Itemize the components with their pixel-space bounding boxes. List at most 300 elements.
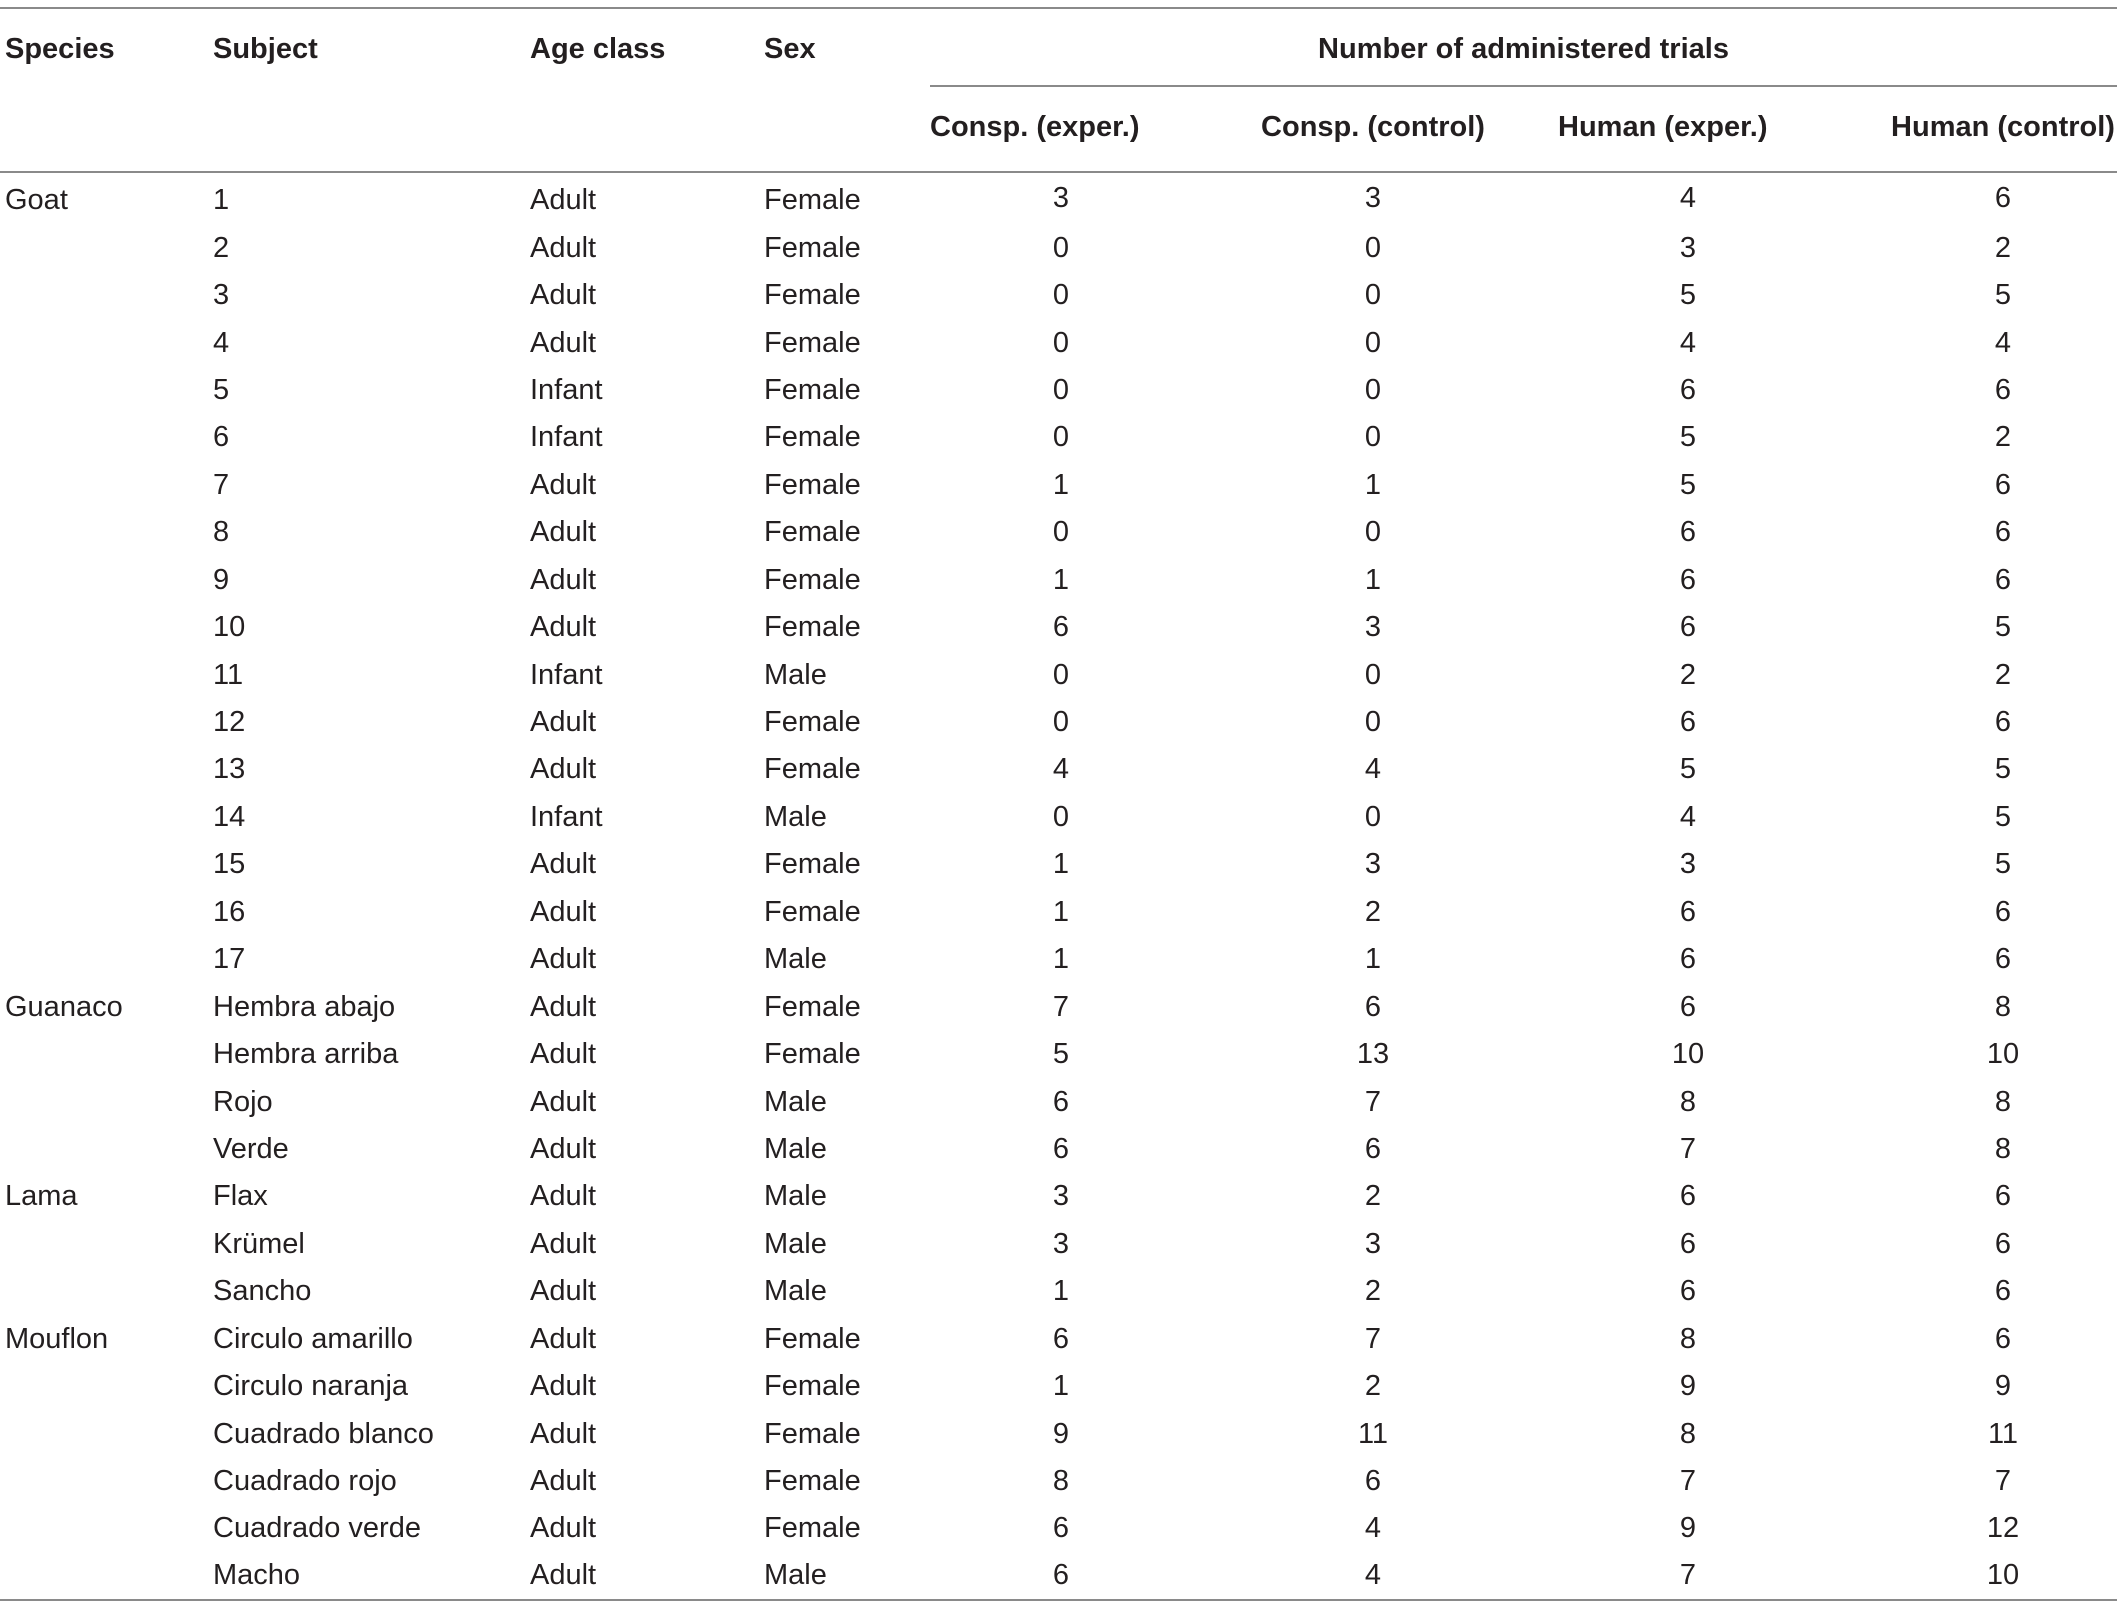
cell-human-control-text: 6 bbox=[1994, 373, 2012, 406]
col-header-group-trials: Number of administered trials bbox=[930, 8, 2117, 86]
cell-human-control-text: 2 bbox=[1994, 421, 2012, 454]
table-row bbox=[0, 319, 2117, 366]
cell-consp-exper bbox=[930, 794, 1128, 841]
cell-sex: Male bbox=[764, 1132, 827, 1165]
cell-human-control-text: 6 bbox=[1994, 895, 2012, 928]
cell-species bbox=[0, 746, 213, 793]
cell-human-exper bbox=[1558, 1031, 1756, 1078]
cell-human-control bbox=[1756, 1316, 2117, 1363]
cell-consp-exper bbox=[930, 651, 1128, 698]
col-header-consp-control-text: Consp. (control) bbox=[1261, 110, 1485, 143]
col-header-consp-exper-text: Consp. (exper.) bbox=[930, 110, 1140, 143]
cell-human-exper bbox=[1558, 224, 1756, 271]
cell-species bbox=[0, 1553, 213, 1600]
cell-consp-control-text: 6 bbox=[1364, 1465, 1382, 1498]
cell-sex: Female bbox=[764, 1465, 861, 1498]
table-row bbox=[0, 1173, 2117, 1220]
cell-subject: 14 bbox=[213, 800, 246, 833]
cell-human-control bbox=[1756, 1126, 2117, 1173]
cell-sex: Female bbox=[764, 1512, 861, 1545]
cell-consp-exper-text: 0 bbox=[1052, 421, 1070, 454]
cell-human-exper bbox=[1558, 367, 1756, 414]
cell-consp-exper bbox=[930, 462, 1128, 509]
table-body bbox=[0, 172, 2117, 1600]
cell-consp-control bbox=[1128, 1505, 1558, 1552]
subheader-row bbox=[0, 86, 2117, 172]
cell-sex: Male bbox=[764, 800, 827, 833]
cell-human-control-text: 5 bbox=[1994, 611, 2012, 644]
cell-consp-control-text: 11 bbox=[1357, 1417, 1389, 1450]
cell-consp-exper bbox=[930, 1126, 1128, 1173]
col-header-subject: Subject bbox=[213, 8, 530, 86]
cell-species bbox=[0, 651, 213, 698]
cell-human-exper-text: 6 bbox=[1679, 706, 1697, 739]
cell-sex: Female bbox=[764, 516, 861, 549]
cell-consp-exper-text: 1 bbox=[1052, 1370, 1070, 1403]
cell-age-class: Adult bbox=[530, 468, 597, 501]
cell-sex: Female bbox=[764, 1322, 861, 1355]
cell-consp-control bbox=[1128, 1363, 1558, 1410]
cell-consp-control bbox=[1128, 604, 1558, 651]
cell-human-exper bbox=[1558, 272, 1756, 319]
cell-human-control-text: 8 bbox=[1994, 990, 2012, 1023]
cell-consp-exper bbox=[930, 1458, 1128, 1505]
cell-consp-control-text: 6 bbox=[1364, 1132, 1382, 1165]
cell-consp-control-text: 0 bbox=[1364, 516, 1382, 549]
cell-consp-control-text: 3 bbox=[1364, 182, 1382, 215]
cell-human-exper-text: 7 bbox=[1679, 1132, 1697, 1165]
cell-consp-exper bbox=[930, 1553, 1128, 1600]
cell-age-class: Adult bbox=[530, 184, 597, 217]
cell-human-control bbox=[1756, 1553, 2117, 1600]
cell-age-class: Infant bbox=[530, 421, 603, 454]
cell-subject: 15 bbox=[213, 848, 246, 881]
cell-human-control bbox=[1756, 172, 2117, 224]
cell-consp-control bbox=[1128, 1078, 1558, 1125]
table-row bbox=[0, 272, 2117, 319]
cell-human-exper-text: 5 bbox=[1679, 753, 1697, 786]
cell-subject: 7 bbox=[213, 468, 230, 501]
cell-sex: Male bbox=[764, 1180, 827, 1213]
cell-human-exper bbox=[1558, 699, 1756, 746]
cell-human-control-text: 6 bbox=[1994, 516, 2012, 549]
cell-human-exper-text: 8 bbox=[1679, 1322, 1697, 1355]
cell-human-control-text: 5 bbox=[1994, 279, 2012, 312]
cell-subject: 1 bbox=[213, 184, 230, 217]
cell-age-class: Adult bbox=[530, 1465, 597, 1498]
cell-human-control-text: 6 bbox=[1994, 706, 2012, 739]
cell-consp-control-text: 4 bbox=[1364, 1559, 1382, 1592]
cell-human-control bbox=[1756, 272, 2117, 319]
col-header-consp-control bbox=[1128, 86, 1558, 172]
cell-human-control bbox=[1756, 367, 2117, 414]
cell-subject: 17 bbox=[213, 943, 246, 976]
cell-consp-exper-text: 1 bbox=[1052, 563, 1070, 596]
cell-consp-exper bbox=[930, 699, 1128, 746]
cell-human-control bbox=[1756, 1078, 2117, 1125]
cell-consp-control bbox=[1128, 1316, 1558, 1363]
table-row bbox=[0, 841, 2117, 888]
cell-human-control-text: 6 bbox=[1994, 1275, 2012, 1308]
cell-consp-exper bbox=[930, 509, 1128, 556]
cell-consp-control bbox=[1128, 367, 1558, 414]
cell-sex: Female bbox=[764, 326, 861, 359]
cell-subject: 11 bbox=[213, 658, 244, 691]
table-row bbox=[0, 1126, 2117, 1173]
col-header-human-exper-text: Human (exper.) bbox=[1558, 110, 1768, 143]
cell-consp-control-text: 2 bbox=[1364, 895, 1382, 928]
cell-sex: Female bbox=[764, 468, 861, 501]
table-row bbox=[0, 794, 2117, 841]
cell-consp-exper-text: 3 bbox=[1052, 1227, 1070, 1260]
cell-human-exper-text: 6 bbox=[1679, 516, 1697, 549]
table-row bbox=[0, 509, 2117, 556]
cell-human-exper-text: 9 bbox=[1679, 1512, 1697, 1545]
cell-species: Goat bbox=[5, 184, 68, 217]
col-header-age-class: Age class bbox=[530, 8, 764, 86]
cell-species bbox=[0, 1078, 213, 1125]
cell-consp-control-text: 0 bbox=[1364, 800, 1382, 833]
cell-age-class: Adult bbox=[530, 753, 597, 786]
cell-human-exper bbox=[1558, 841, 1756, 888]
cell-human-exper bbox=[1558, 1173, 1756, 1220]
table-row bbox=[0, 1078, 2117, 1125]
cell-sex: Female bbox=[764, 1370, 861, 1403]
cell-age-class: Infant bbox=[530, 658, 603, 691]
cell-age-class: Adult bbox=[530, 1512, 597, 1545]
cell-human-exper-text: 6 bbox=[1679, 1180, 1697, 1213]
cell-species: Lama bbox=[5, 1180, 78, 1213]
col-header-sex: Sex bbox=[764, 8, 930, 86]
cell-age-class: Adult bbox=[530, 326, 597, 359]
cell-subject: Circulo amarillo bbox=[213, 1322, 413, 1355]
cell-sex: Female bbox=[764, 1417, 861, 1450]
cell-consp-control-text: 1 bbox=[1364, 468, 1382, 501]
table-row bbox=[0, 1031, 2117, 1078]
cell-age-class: Adult bbox=[530, 1370, 597, 1403]
cell-species bbox=[0, 1410, 213, 1457]
cell-subject: 16 bbox=[213, 895, 246, 928]
cell-consp-control bbox=[1128, 557, 1558, 604]
cell-consp-control bbox=[1128, 699, 1558, 746]
cell-human-control-text: 6 bbox=[1994, 943, 2012, 976]
table-row bbox=[0, 983, 2117, 1030]
cell-human-exper-text: 10 bbox=[1671, 1038, 1705, 1071]
cell-consp-exper-text: 1 bbox=[1052, 848, 1070, 881]
cell-consp-exper bbox=[930, 1363, 1128, 1410]
cell-human-exper bbox=[1558, 1553, 1756, 1600]
cell-consp-exper bbox=[930, 936, 1128, 983]
cell-sex: Female bbox=[764, 848, 861, 881]
cell-human-exper-text: 6 bbox=[1679, 1227, 1697, 1260]
cell-subject: 8 bbox=[213, 516, 230, 549]
cell-consp-control bbox=[1128, 936, 1558, 983]
cell-subject: Circulo naranja bbox=[213, 1370, 409, 1403]
cell-consp-control bbox=[1128, 983, 1558, 1030]
cell-subject: 3 bbox=[213, 279, 230, 312]
cell-consp-exper-text: 0 bbox=[1052, 279, 1070, 312]
col-header-human-control bbox=[1756, 86, 2117, 172]
cell-sex: Female bbox=[764, 373, 861, 406]
cell-human-control bbox=[1756, 1173, 2117, 1220]
cell-age-class: Infant bbox=[530, 800, 603, 833]
subheader-spacer bbox=[764, 86, 930, 172]
cell-human-control bbox=[1756, 224, 2117, 271]
cell-species bbox=[0, 1458, 213, 1505]
cell-subject: 9 bbox=[213, 563, 230, 596]
cell-human-control-text: 2 bbox=[1994, 658, 2012, 691]
cell-consp-exper-text: 6 bbox=[1052, 1512, 1070, 1545]
cell-subject: 13 bbox=[213, 753, 246, 786]
cell-subject: Sancho bbox=[213, 1275, 312, 1308]
cell-human-exper bbox=[1558, 509, 1756, 556]
cell-species: Mouflon bbox=[5, 1322, 109, 1355]
cell-age-class: Adult bbox=[530, 1180, 597, 1213]
cell-human-exper bbox=[1558, 604, 1756, 651]
cell-species bbox=[0, 224, 213, 271]
cell-human-exper-text: 3 bbox=[1679, 231, 1697, 264]
cell-sex: Female bbox=[764, 231, 861, 264]
cell-human-exper bbox=[1558, 172, 1756, 224]
cell-age-class: Adult bbox=[530, 990, 597, 1023]
cell-human-control bbox=[1756, 841, 2117, 888]
cell-human-exper-text: 8 bbox=[1679, 1085, 1697, 1118]
cell-subject: 5 bbox=[213, 373, 230, 406]
table-row bbox=[0, 557, 2117, 604]
cell-consp-control-text: 0 bbox=[1364, 373, 1382, 406]
cell-sex: Female bbox=[764, 895, 861, 928]
table-row bbox=[0, 367, 2117, 414]
cell-human-control-text: 4 bbox=[1994, 326, 2012, 359]
cell-age-class: Adult bbox=[530, 563, 597, 596]
cell-consp-control bbox=[1128, 651, 1558, 698]
cell-sex: Female bbox=[764, 563, 861, 596]
cell-consp-control-text: 4 bbox=[1364, 753, 1382, 786]
cell-consp-exper-text: 4 bbox=[1052, 753, 1070, 786]
cell-human-exper-text: 6 bbox=[1679, 990, 1697, 1023]
table-row bbox=[0, 462, 2117, 509]
cell-age-class: Adult bbox=[530, 706, 597, 739]
cell-human-exper-text: 4 bbox=[1679, 182, 1697, 215]
table-row bbox=[0, 1553, 2117, 1600]
cell-human-exper bbox=[1558, 414, 1756, 461]
table-row bbox=[0, 1363, 2117, 1410]
cell-consp-exper bbox=[930, 557, 1128, 604]
cell-age-class: Adult bbox=[530, 1132, 597, 1165]
cell-human-control bbox=[1756, 983, 2117, 1030]
cell-consp-exper-text: 7 bbox=[1052, 990, 1070, 1023]
cell-consp-exper-text: 6 bbox=[1052, 1132, 1070, 1165]
cell-consp-exper-text: 1 bbox=[1052, 1275, 1070, 1308]
cell-subject: 10 bbox=[213, 611, 246, 644]
cell-consp-exper-text: 6 bbox=[1052, 1322, 1070, 1355]
cell-species bbox=[0, 509, 213, 556]
cell-consp-exper-text: 3 bbox=[1052, 182, 1070, 215]
trials-table bbox=[0, 7, 2117, 1601]
cell-subject: 12 bbox=[213, 706, 246, 739]
cell-species bbox=[0, 794, 213, 841]
cell-consp-control bbox=[1128, 1031, 1558, 1078]
cell-human-exper bbox=[1558, 794, 1756, 841]
cell-sex: Male bbox=[764, 1227, 827, 1260]
cell-age-class: Adult bbox=[530, 1085, 597, 1118]
cell-subject: Flax bbox=[213, 1180, 268, 1213]
cell-human-exper bbox=[1558, 1126, 1756, 1173]
col-header-consp-exper bbox=[930, 86, 1140, 172]
cell-human-exper bbox=[1558, 1078, 1756, 1125]
cell-species bbox=[0, 699, 213, 746]
cell-human-control bbox=[1756, 414, 2117, 461]
cell-human-control-text: 10 bbox=[1986, 1559, 2020, 1592]
header-row bbox=[0, 8, 2117, 86]
cell-age-class: Adult bbox=[530, 895, 597, 928]
cell-consp-control bbox=[1128, 1173, 1558, 1220]
cell-species bbox=[0, 936, 213, 983]
cell-human-control-text: 6 bbox=[1994, 1227, 2012, 1260]
cell-consp-control bbox=[1128, 1268, 1558, 1315]
cell-subject: Krümel bbox=[213, 1227, 305, 1260]
table-row bbox=[0, 224, 2117, 271]
cell-sex: Female bbox=[764, 611, 861, 644]
cell-human-control-text: 6 bbox=[1994, 1180, 2012, 1213]
cell-human-exper-text: 4 bbox=[1679, 800, 1697, 833]
cell-consp-control bbox=[1128, 414, 1558, 461]
cell-human-control-text: 2 bbox=[1994, 231, 2012, 264]
cell-species bbox=[0, 841, 213, 888]
cell-species bbox=[0, 1505, 213, 1552]
cell-age-class: Adult bbox=[530, 1322, 597, 1355]
table-row bbox=[0, 1458, 2117, 1505]
cell-human-exper-text: 6 bbox=[1679, 611, 1697, 644]
cell-human-exper-text: 4 bbox=[1679, 326, 1697, 359]
cell-human-control bbox=[1756, 1031, 2117, 1078]
cell-human-control bbox=[1756, 509, 2117, 556]
cell-human-exper-text: 6 bbox=[1679, 895, 1697, 928]
cell-human-control-text: 6 bbox=[1994, 182, 2012, 215]
cell-sex: Female bbox=[764, 184, 861, 217]
cell-human-exper bbox=[1558, 319, 1756, 366]
cell-human-control bbox=[1756, 699, 2117, 746]
cell-consp-control-text: 1 bbox=[1364, 943, 1382, 976]
cell-human-exper-text: 6 bbox=[1679, 943, 1697, 976]
table-row bbox=[0, 651, 2117, 698]
cell-consp-exper bbox=[930, 841, 1128, 888]
cell-consp-control bbox=[1128, 1221, 1558, 1268]
cell-consp-exper-text: 0 bbox=[1052, 231, 1070, 264]
cell-human-exper bbox=[1558, 889, 1756, 936]
table-row bbox=[0, 1505, 2117, 1552]
cell-consp-exper-text: 0 bbox=[1052, 706, 1070, 739]
cell-species bbox=[0, 1268, 213, 1315]
cell-human-exper bbox=[1558, 1221, 1756, 1268]
cell-subject: Cuadrado rojo bbox=[213, 1465, 397, 1498]
cell-consp-control bbox=[1128, 272, 1558, 319]
cell-sex: Female bbox=[764, 990, 861, 1023]
cell-consp-control-text: 3 bbox=[1364, 848, 1382, 881]
cell-consp-exper bbox=[930, 1268, 1128, 1315]
cell-human-control bbox=[1756, 746, 2117, 793]
cell-species bbox=[0, 462, 213, 509]
cell-human-control bbox=[1756, 1363, 2117, 1410]
cell-human-exper bbox=[1558, 651, 1756, 698]
cell-human-exper bbox=[1558, 1410, 1756, 1457]
subheader-spacer bbox=[0, 86, 213, 172]
cell-human-control-text: 8 bbox=[1994, 1085, 2012, 1118]
cell-consp-control bbox=[1128, 319, 1558, 366]
cell-consp-exper bbox=[930, 172, 1128, 224]
cell-consp-exper-text: 8 bbox=[1052, 1465, 1070, 1498]
cell-human-control-text: 9 bbox=[1994, 1370, 2012, 1403]
cell-age-class: Adult bbox=[530, 848, 597, 881]
cell-consp-control bbox=[1128, 172, 1558, 224]
cell-sex: Male bbox=[764, 1275, 827, 1308]
cell-sex: Female bbox=[764, 279, 861, 312]
cell-human-exper-text: 6 bbox=[1679, 563, 1697, 596]
cell-sex: Female bbox=[764, 421, 861, 454]
cell-human-exper-text: 8 bbox=[1679, 1417, 1697, 1450]
cell-consp-exper bbox=[930, 272, 1128, 319]
table-row bbox=[0, 1268, 2117, 1315]
cell-human-exper bbox=[1558, 936, 1756, 983]
cell-human-control bbox=[1756, 936, 2117, 983]
cell-species bbox=[0, 367, 213, 414]
cell-species bbox=[0, 1031, 213, 1078]
cell-human-exper-text: 7 bbox=[1679, 1559, 1697, 1592]
cell-species bbox=[0, 604, 213, 651]
cell-sex: Male bbox=[764, 943, 827, 976]
cell-consp-exper bbox=[930, 1505, 1128, 1552]
cell-human-control-text: 7 bbox=[1994, 1465, 2012, 1498]
cell-human-exper bbox=[1558, 1268, 1756, 1315]
subheader-spacer bbox=[213, 86, 530, 172]
cell-consp-exper-text: 1 bbox=[1052, 468, 1070, 501]
cell-age-class: Adult bbox=[530, 231, 597, 264]
cell-species bbox=[0, 1126, 213, 1173]
cell-consp-control-text: 0 bbox=[1364, 326, 1382, 359]
cell-human-control bbox=[1756, 462, 2117, 509]
cell-consp-exper bbox=[930, 746, 1128, 793]
cell-human-exper-text: 9 bbox=[1679, 1370, 1697, 1403]
cell-subject: Hembra arriba bbox=[213, 1038, 399, 1071]
table-row bbox=[0, 172, 2117, 224]
cell-consp-control-text: 3 bbox=[1364, 1227, 1382, 1260]
cell-human-exper-text: 5 bbox=[1679, 421, 1697, 454]
cell-human-exper bbox=[1558, 1363, 1756, 1410]
cell-consp-control-text: 7 bbox=[1364, 1322, 1382, 1355]
cell-consp-exper-text: 0 bbox=[1052, 516, 1070, 549]
cell-consp-exper-text: 1 bbox=[1052, 943, 1070, 976]
cell-consp-control-text: 7 bbox=[1364, 1085, 1382, 1118]
cell-consp-control-text: 2 bbox=[1364, 1275, 1382, 1308]
cell-consp-exper bbox=[930, 1078, 1128, 1125]
cell-subject: Macho bbox=[213, 1553, 530, 1600]
cell-human-exper bbox=[1558, 462, 1756, 509]
cell-human-control-text: 8 bbox=[1994, 1132, 2012, 1165]
table-row bbox=[0, 1221, 2117, 1268]
cell-consp-control bbox=[1128, 841, 1558, 888]
cell-consp-exper-text: 0 bbox=[1052, 658, 1070, 691]
cell-consp-control-text: 0 bbox=[1364, 706, 1382, 739]
cell-consp-exper-text: 3 bbox=[1052, 1180, 1070, 1213]
table-row bbox=[0, 1410, 2117, 1457]
cell-human-exper-text: 5 bbox=[1679, 468, 1697, 501]
cell-subject: 2 bbox=[213, 231, 230, 264]
cell-consp-control-text: 13 bbox=[1356, 1038, 1390, 1071]
cell-species bbox=[0, 272, 213, 319]
cell-consp-exper-text: 9 bbox=[1052, 1417, 1070, 1450]
col-header-human-control-text: Human (control) bbox=[1891, 110, 2115, 143]
cell-age-class: Adult bbox=[530, 279, 597, 312]
